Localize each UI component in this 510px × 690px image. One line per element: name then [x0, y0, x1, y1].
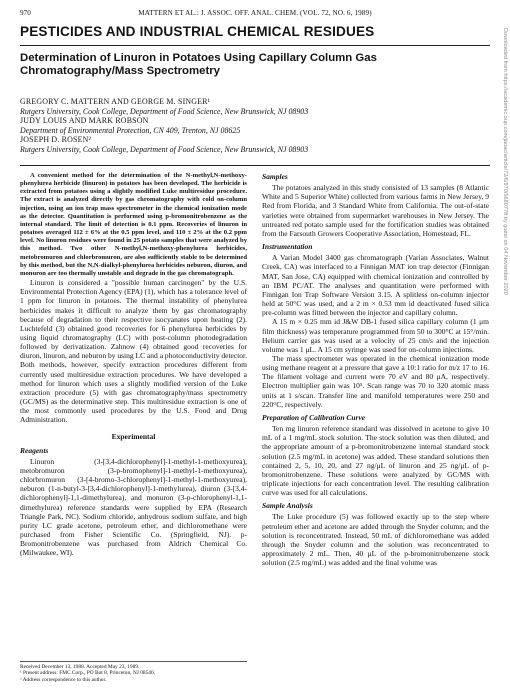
calibration-heading: Preparation of Calibration Curve — [262, 412, 366, 422]
author-names: GREGORY C. MATTERN AND GEORGE M. SINGER¹ — [20, 97, 211, 106]
reagents-heading: Reagents — [20, 445, 49, 455]
section-rule — [20, 45, 490, 46]
sample-analysis-heading: Sample Analysis — [262, 501, 313, 511]
instrumentation-heading: Instrumentation — [262, 242, 313, 252]
instrumentation-paragraph: A Varian Model 3400 gas chromatograph (Varian Associates, Walnut Creek, CA) was interfaced to a Finnigan MAT ion trap detector (Finnigan MAT, San Jose, CA) equipped with chemical ionization and controlled by an IBM PC/AT. The analyses and quantitation were performed with Finnigan Ion Trap Software Version 3.15. A splitless on-column injector held at 50°C was used, and a 2 m × 0.53 mm id deactivated fused silica pre-column was fitted between the injector and capillary column. — [262, 253, 489, 318]
section-title: PESTICIDES AND INDUSTRIAL CHEMICAL RESIDUES — [20, 24, 375, 39]
sample-analysis-paragraph: The Luke procedure (5) was followed exactly up to the step where petroleum ether and acetone are added through the Snyder column, and the solution is reconcentrated. Instead, 50 mL of dichloromethane was added through the Snyder column and the solution was reconcentrated to approximately 2 mL. Then, 40 μL of the p-bromonitrobenzene stock solution (2.5 mg/mL) was added and the final volume was — [262, 512, 489, 568]
reagents-paragraph: Linuron (3-[3,4-dichlorophenyl]-1-methyl-1-methoxyurea), metobromuron (3-p-bromophenyl]-1-methyl-1-methoxyurea), chlorbromuron (3-[4-bromo-3-chlorophenyl]-1-methyl-1-methoxyurea), neburon (1-n-butyl-3-[3,4-dichlorophenyl]-1-methylurea), diuron (3-[3,4-dichlorophenyl]-1,1-dimethylurea), and monuron (3-p-chlorophenyl-1,1-dimethylurea) reference standards were supplied by EPA (Research Triangle Park, NC). Sodium chloride, anhydrous sodium sulfate, and high purity LC grade acetone, petroleum ether, and dichloromethane were purchased from Fisher Scientific Co. (Springfield, NJ). p-Bromonitrobenzene was purchased from Aldrich Chemical Co. (Milwaukee, WI). — [20, 456, 247, 558]
author-block — [20, 97, 490, 155]
instrumentation-paragraph: The mass spectrometer was operated in the chemical ionization mode using methane reagent at a pressure that gave a 10:1 ratio for m/z 17 to 16. The filament voltage and current were 70 eV and 80 μA, respectively. Electron multiplier gain was 10⁵. Scan range was 70 to 320 atomic mass units at 1 s/scan. Transfer line and manifold temperatures were 250 and 220°C, respectively. — [262, 353, 489, 409]
intro-paragraph: Linuron is considered a "possible human carcinogen" by the U.S. Environmental Protection Agency (EPA) (1), which has a tolerance level of 1 ppm for linuron in potatoes. The thermal instability of phenylurea herbicides makes it difficult to analyze them by gas chromatography because of degradation to their respective isocyanates upon heating (2). Luchtefeld (3) obtained good recoveries for 6 phenylurea herbicides by using liquid chromatography (LC) with post-column photodegradation followed by derivatization. Zahnow (4) obtained good recoveries for diuron, linuron, and neburon by using LC and a photoconductivity detector. Both methods, however, specify extraction procedures different from currently used multiresidue extraction procedures. We have developed a method for linuron which uses a slightly modified version of the Luke extraction procedure (5) with gas chromatography/mass spectrometry (GC/MS) as the determinative step. This multiresidue extraction is one of the most commonly used procedures by the U.S. Food and Drug Administration. — [20, 278, 247, 425]
page-number: 970 — [20, 9, 31, 17]
right-column — [262, 172, 489, 567]
footnote-received: Received December 13, 1988. Accepted May 23, 1989. — [20, 664, 140, 670]
samples-heading: Samples — [262, 172, 288, 181]
article-title: Determination of Linuron in Potatoes Using Capillary Column Gas Chromatography/Mass Spectrometry — [20, 52, 377, 77]
author-affiliation: Rutgers University, Cook College, Department of Food Science, New Brunswick, NJ 08903 — [20, 106, 309, 116]
footnotes — [20, 661, 247, 683]
footnote-present-address: ¹ Present address: FMC Corp., PO Bot 8, Princeton, NJ 08540. — [20, 670, 156, 677]
author-names: JOSEPH D. ROSEN² — [20, 135, 92, 145]
left-column — [20, 172, 247, 558]
author-rule — [20, 165, 490, 166]
experimental-heading: Experimental — [111, 431, 156, 441]
calibration-paragraph: Ten mg linuron reference standard was dissolved in acetone to give 10 mL of a 1 mg/mL stock solution. The stock solution was then diluted, and the appropriate amount of a p-bromonitrobenzene internal standard stock solution (2.5 mg/mL in acetone) was added. These standard solutions then contained 2, 5, 10, 20, and 27 ng/μL of linuron and 25 ng/μL of p-bromonitrobenzene. These solutions were analyzed by GC/MS with triplicate injections for each concentration level. The resulting calibration curve was used for all calculations. — [262, 424, 489, 498]
abstract: A convenient method for the determination of the N-methyl,N-methoxy-phenylurea herbicide (linuron) in potatoes has been developed. The herbicide is extracted from potatoes using a slightly modified Luke multiresidue procedure. The extract is analyzed directly by gas chromatography with cold on-column injection, using an ion trap mass spectrometer in the chemical ionization mode as the detector. Quantitation is performed using p-bromonitrobenzene as the internal standard. The limit of detection is 0.1 ppm. Recoveries of linuron in potatoes averaged 112 ± 6% at the 0.5 ppm level, and 110 ± 2% at the 0.2 ppm level. No linuron residues were found in 25 potato samples that were analyzed by this method. Two other N-methyl,N-methoxy-phenylurea herbicides, metobromuron and chlorbromuron, are also sufficiently stable to be determined by this method, but the N,N-dialkyl-phenylurea herbicides neburon, diuron, and monuron are too thermally unstable and degrade in the gas chromatograph. — [20, 172, 247, 277]
download-watermark-link[interactable]: Downloaded from https://academic.oup.com/jaoac/article/72/6/970/5680778 by guest on 04 November 2020 — [502, 28, 508, 295]
journal-citation: MATTERN ET AL.: J. ASSOC. OFF. ANAL. CHEM. (VOL. 72, NO. 6, 1989) — [138, 9, 372, 17]
samples-paragraph: The potatoes analyzed in this study consisted of 13 samples (8 Atlantic White and 5 Superior White) collected from various farms in New Jersey, 9 Red from Florida, and 3 Standard White from California. The out-of-state varieties were obtained from supermarket warehouses in New Jersey. The untreated red potato sample used for the fortification studies was obtained from the Farsouth Growers Cooperative Association, Homestead, FL. — [262, 183, 489, 238]
footnote-correspondence: ² Address correspondence to this author. — [20, 676, 107, 683]
instrumentation-paragraph: A 15 m × 0.25 mm id J&W DB-1 fused silica capillary column (1 μm film thickness) was temperature programmed from 50 to 300°C at 15°/min. Helium carrier gas was used at a velocity of 25 cm/s and the injection volume was 1 μL. A 15 cm syringe was used for on-column injections. — [262, 317, 489, 354]
running-head — [20, 9, 490, 21]
author-affiliation: Rutgers University, Cook College, Department of Food Science, New Brunswick, NJ 08903 — [20, 144, 309, 154]
author-names: JUDY LOUIS AND MARK ROBSON — [20, 116, 149, 126]
author-affiliation: Department of Environmental Protection, CN 409, Trenton, NJ 08625 — [20, 125, 241, 135]
